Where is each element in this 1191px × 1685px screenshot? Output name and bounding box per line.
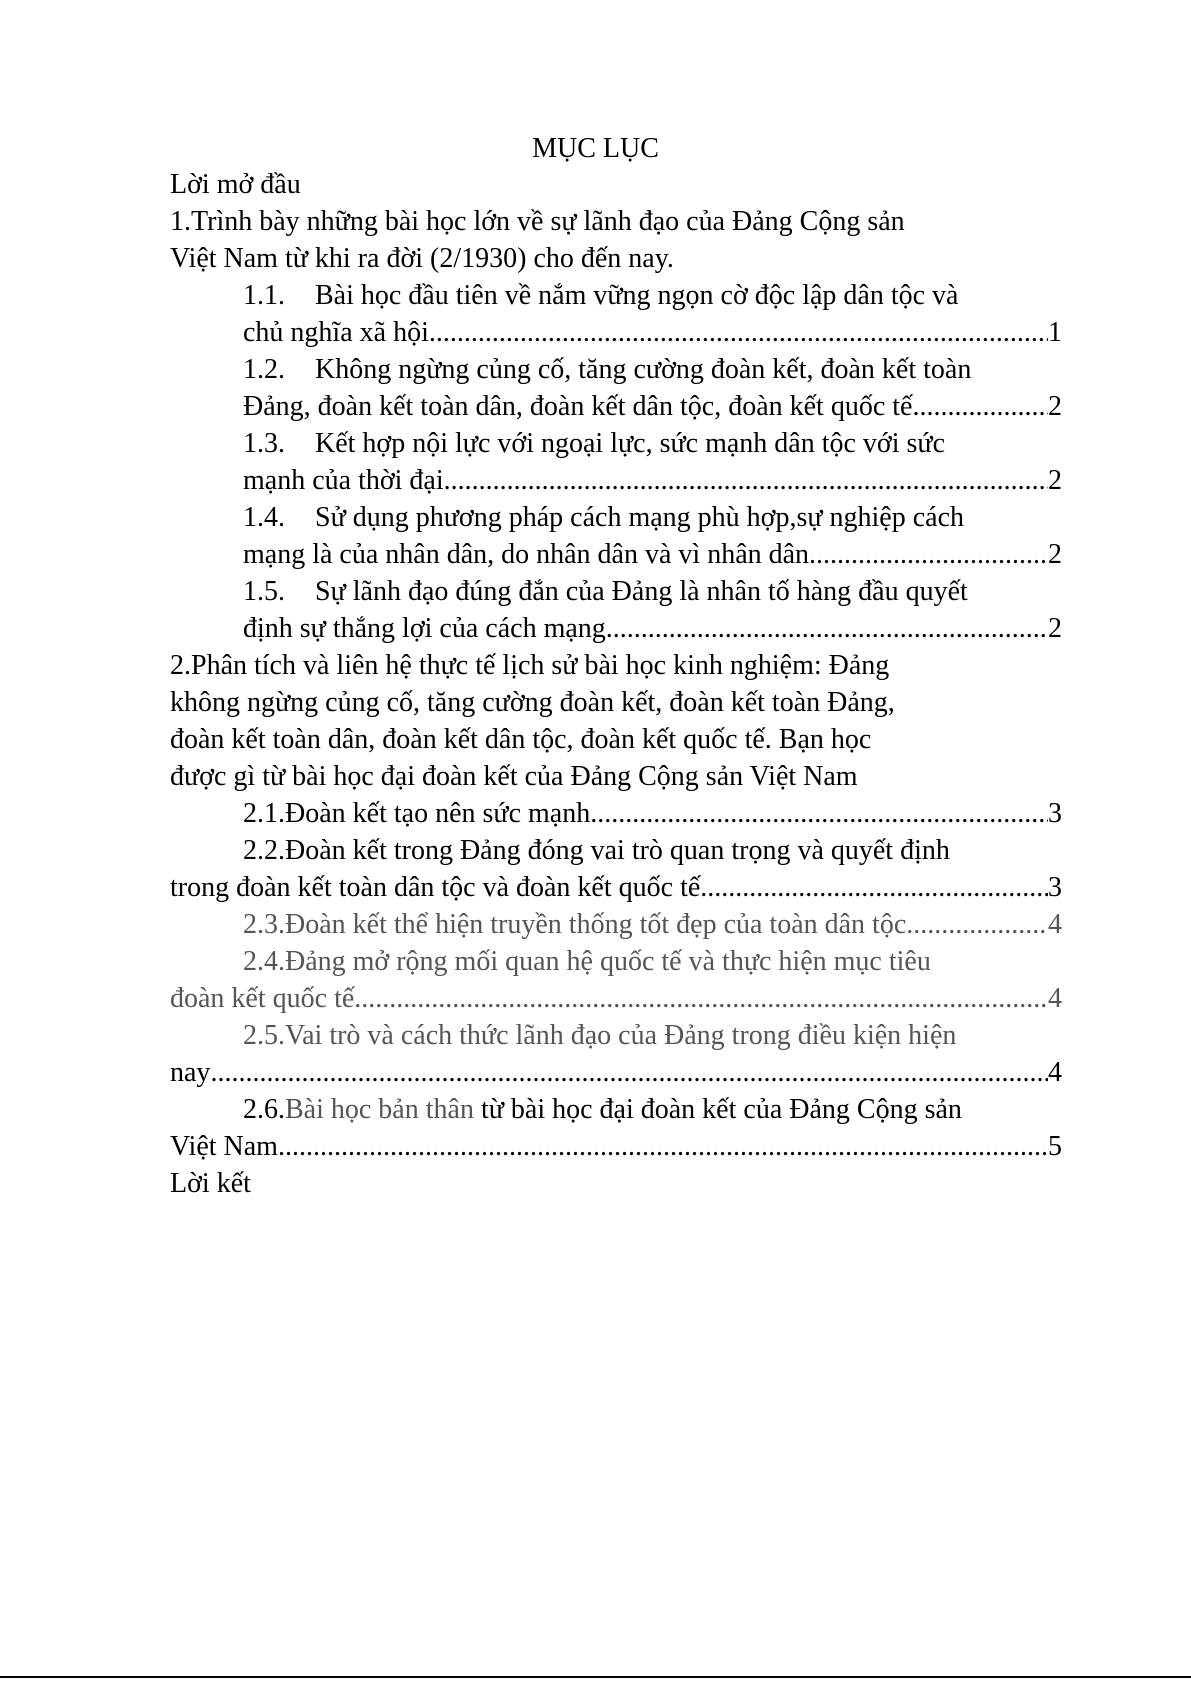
toc-item-text: Không ngừng củng cố, tăng cường đoàn kết, đoàn kết toàn <box>315 354 972 385</box>
toc-item-text: Sử dụng phương pháp cách mạng phù hợp,sự nghiệp cách <box>315 502 965 533</box>
toc-item-1-4-line1 <box>243 500 964 536</box>
toc-item-2-4-line1: 2.4.Đảng mở rộng mối quan hệ quốc tế và thực hiện mục tiêu <box>243 946 931 977</box>
toc-item-2-6-line1 <box>243 1092 962 1128</box>
toc-page-number: 2 <box>1048 613 1062 644</box>
toc-item-text: Đảng, đoàn kết toàn dân, đoàn kết dân tộc, đoàn kết quốc tế <box>243 391 913 422</box>
toc-item-text: mạnh của thời đại <box>243 465 444 496</box>
toc-page-number: 2 <box>1048 539 1062 570</box>
toc-leader-dots <box>906 907 1048 943</box>
toc-item-text: Bài học đầu tiên về nắm vững ngọn cờ độc lập dân tộc và <box>315 280 959 311</box>
toc-intro: Lời mở đầu <box>170 169 301 200</box>
toc-item-text: nay <box>170 1057 211 1088</box>
toc-item-2-2-line2 <box>170 870 1062 906</box>
toc-item-2-6-line2 <box>170 1129 1062 1165</box>
toc-item-text: Sự lãnh đạo đúng đắn của Đảng là nhân tố hàng đầu quyết <box>315 576 968 607</box>
section1-heading-line1: 1.Trình bày những bài học lớn về sự lãnh đạo của Đảng Cộng sản <box>170 206 905 237</box>
toc-leader-dots <box>809 537 1048 573</box>
toc-item-text: trong đoàn kết toàn dân tộc và đoàn kết quốc tế <box>170 872 701 903</box>
toc-item-number: 2.6. <box>243 1094 285 1125</box>
toc-item-1-3-line1 <box>243 426 945 462</box>
toc-leader-dots <box>429 315 1048 351</box>
toc-item-number: 2.5.Vai trò và cách thức lãnh đạo của Đảng trong điều kiện hiện <box>243 1020 957 1051</box>
toc-item-2-5-line1 <box>243 1018 956 1054</box>
toc-item-text: Kết hợp nội lực với ngoại lực, sức mạnh dân tộc với sức <box>315 428 945 459</box>
toc-item-1-5-line1 <box>243 574 968 610</box>
toc-leader-dots <box>444 463 1048 499</box>
toc-page-number: 2 <box>1048 465 1062 496</box>
toc-page-number: 4 <box>1048 983 1062 1014</box>
toc-item-number: 1.1. <box>243 280 285 311</box>
toc-item-2-1 <box>243 796 1062 832</box>
toc-item-text: chủ nghĩa xã hội <box>243 317 429 348</box>
toc-item-1-5-line2 <box>243 611 1062 647</box>
toc-leader-dots <box>354 981 1048 1017</box>
toc-item-text: 2.3.Đoàn kết thể hiện truyền thống tốt đẹp của toàn dân tộc <box>243 909 907 940</box>
page-title: MỤC LỤC <box>532 133 659 164</box>
toc-leader-dots <box>210 1055 1048 1091</box>
toc-item-2-5-line2 <box>170 1055 1062 1091</box>
toc-page-number: 4 <box>1048 1057 1062 1088</box>
toc-item-text: đoàn kết quốc tế <box>170 983 355 1014</box>
toc-item-text: 2.1.Đoàn kết tạo nên sức mạnh <box>243 798 591 829</box>
section2-heading-line1: 2.Phân tích và liên hệ thực tế lịch sử bài học kinh nghiệm: Đảng <box>170 650 890 681</box>
toc-closing: Lời kết <box>170 1168 251 1199</box>
toc-item-1-1-line1 <box>243 278 958 314</box>
section1-heading-line2: Việt Nam từ khi ra đời (2/1930) cho đến nay. <box>170 243 674 274</box>
toc-item-number: 1.5. <box>243 576 285 607</box>
toc-page-number: 3 <box>1048 798 1062 829</box>
toc-page-number: 5 <box>1048 1131 1062 1162</box>
toc-item-2-3 <box>243 907 1062 943</box>
toc-leader-dots <box>700 870 1048 906</box>
toc-item-number: 1.2. <box>243 354 285 385</box>
toc-item-text: định sự thắng lợi của cách mạng <box>243 613 606 644</box>
section2-heading-line4: được gì từ bài học đại đoàn kết của Đảng Cộng sản Việt Nam <box>170 761 858 792</box>
page-bottom-rule <box>0 1676 1191 1678</box>
toc-leader-dots <box>606 611 1048 647</box>
toc-item-number: 1.3. <box>243 428 285 459</box>
toc-item-number: 1.4. <box>243 502 285 533</box>
toc-item-1-1-line2 <box>243 315 1062 351</box>
toc-item-1-2-line2 <box>243 389 1062 425</box>
toc-item-2-2-line1: 2.2.Đoàn kết trong Đảng đóng vai trò quan trọng và quyết định <box>243 835 950 866</box>
toc-item-text: mạng là của nhân dân, do nhân dân và vì nhân dân <box>243 539 810 570</box>
toc-page-number: 3 <box>1048 872 1062 903</box>
toc-leader-dots <box>278 1129 1048 1165</box>
toc-item-text-highlight: Bài học bản thân <box>285 1094 474 1125</box>
toc-item-text: từ bài học đại đoàn kết của Đảng Cộng sản <box>473 1094 962 1125</box>
toc-item-text: Việt Nam <box>170 1131 278 1162</box>
toc-leader-dots <box>912 389 1048 425</box>
toc-item-1-4-line2 <box>243 537 1062 573</box>
toc-page-number: 2 <box>1048 391 1062 422</box>
toc-leader-dots <box>590 796 1048 832</box>
toc-page-number: 4 <box>1048 909 1062 940</box>
toc-page-number: 1 <box>1048 317 1062 348</box>
section2-heading-line3: đoàn kết toàn dân, đoàn kết dân tộc, đoàn kết quốc tế. Bạn học <box>170 724 872 755</box>
toc-item-1-2-line1 <box>243 352 971 388</box>
toc-item-2-4-line2 <box>170 981 1062 1017</box>
section2-heading-line2: không ngừng củng cố, tăng cường đoàn kết, đoàn kết toàn Đảng, <box>170 687 895 718</box>
toc-item-1-3-line2 <box>243 463 1062 499</box>
